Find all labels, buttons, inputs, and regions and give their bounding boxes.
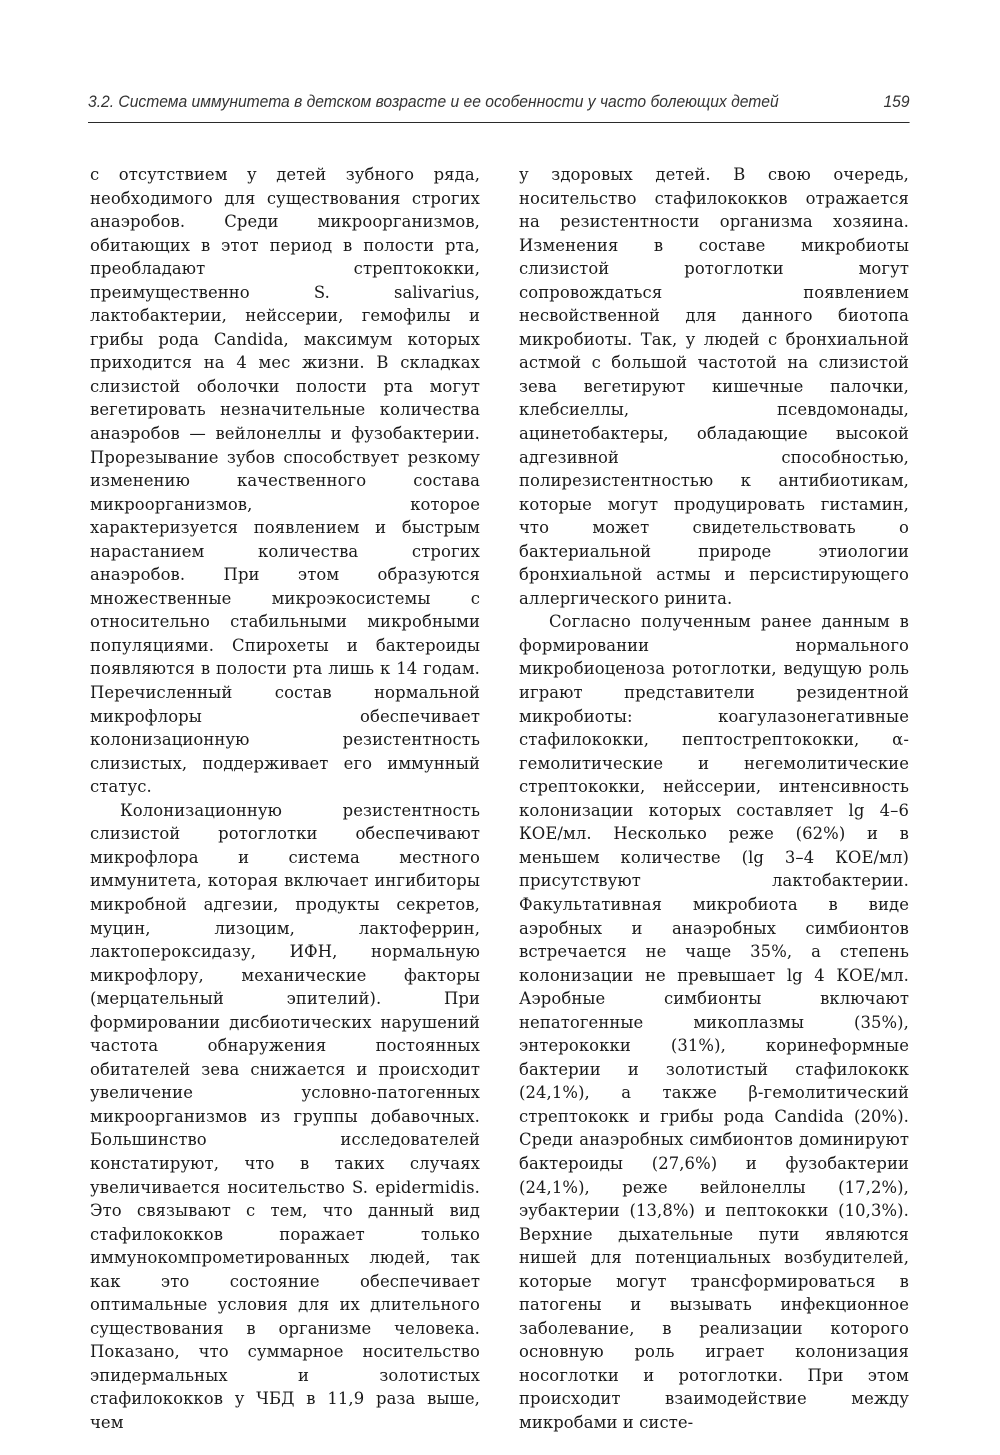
running-header-title: 3.2. Система иммунитета в детском возрасте и ее особенности у часто болеющих детей xyxy=(88,92,779,111)
right-column xyxy=(519,163,909,1435)
page-number: 159 xyxy=(883,92,910,111)
paragraph: Согласно полученным ранее данным в формировании нормального микробиоценоза ротоглотки, ведущую роль играют представители резидентной микробиоты: коагулазонегативные стафилококки, пептострептококки, α-гемолитические и негемолитические стрептококки, нейссерии, интенсивность колонизации которых составляет lg 4–6 КОЕ/мл. Несколько реже (62%) и в меньшем количестве (lg 3–4 КОЕ/мл) присутствуют лактобактерии. Факультативная микробиота в виде аэробных и анаэробных симбионтов встречается не чаще 35%, а степень колонизации не превышает lg 4 КОЕ/мл. Аэробные симбионты включают непатогенные микоплазмы (35%), энтерококки (31%), коринеформные бактерии и золотистый стафилококк (24,1%), а также β-гемолитический стрептококк и грибы рода Candida (20%). Среди анаэробных симбионтов доминируют бактероиды (27,6%) и фузобактерии (24,1%), реже вейлонеллы (17,2%), эубактерии (13,8%) и пептококки (10,3%). Верхние дыхательные пути являются нишей для потенциальных возбудителей, которые могут трансформироваться в патогены и вызывать инфекционное заболевание, в реализации которого основную роль играет колонизация носоглотки и ротоглотки. При этом происходит взаимодействие между микробами и систе- xyxy=(519,612,909,1432)
left-column xyxy=(90,163,480,1435)
paragraph: с отсутствием у детей зубного ряда, необходимого для существования строгих анаэробов. Среди микроорганизмов, обитающих в этот период в полости рта, преобладают стрептококки, преимущественно S. salivarius, лактобактерии, нейссерии, гемофилы и грибы рода Candida, максимум которых приходится на 4 мес жизни. В складках слизистой оболочки полости рта могут вегетировать незначительные количества анаэробов — вейлонеллы и фузобактерии. Прорезывание зубов способствует резкому изменению качественного состава микроорганизмов, которое характеризуется появлением и быстрым нарастанием количества строгих анаэробов. При этом образуются множественные микроэкосистемы с относительно стабильными микробными популяциями. Спирохеты и бактероиды появляются в полости рта лишь к 14 годам. Перечисленный состав нормальной микрофлоры обеспечивает колонизационную резистентность слизистых, поддерживает его иммунный статус. xyxy=(90,165,480,797)
paragraph: у здоровых детей. В свою очередь, носительство стафилококков отражается на резистентности организма хозяина. Изменения в составе микробиоты слизистой ротоглотки могут сопровождаться появлением несвойственной для данного биотопа микробиоты. Так, у людей с бронхиальной астмой с большой частотой на слизистой зева вегетируют кишечные палочки, клебсиеллы, псевдомонады, ацинетобактеры, обладающие высокой адгезивной способностью, полирезистентностью к антибиотикам, которые могут продуцировать гистамин, что может свидетельствовать о бактериальной природе этиологии бронхиальной астмы и персистирующего аллергического ринита. xyxy=(519,165,909,608)
running-header xyxy=(88,88,910,123)
paragraph: Колонизационную резистентность слизистой ротоглотки обеспечивают микрофлора и система местного иммунитета, которая включает ингибиторы микробной адгезии, продукты секретов, муцин, лизоцим, лактоферрин, лактопероксидазу, ИФН, нормальную микрофлору, механические факторы (мерцательный эпителий). При формировании дисбиотических нарушений частота обнаружения постоянных обитателей зева снижается и происходит увеличение условно-патогенных микроорганизмов из группы добавочных. Большинство исследователей констатируют, что в таких случаях увеличивается носительство S. epidermidis. Это связывают с тем, что данный вид стафилококков поражает только иммунокомпрометированных людей, так как это состояние обеспечивает оптимальные условия для их длительного существования в организме человека. Показано, что суммарное носительство эпидермальных и золотистых стафилококков у ЧБД в 11,9 раза выше, чем xyxy=(90,800,480,1432)
